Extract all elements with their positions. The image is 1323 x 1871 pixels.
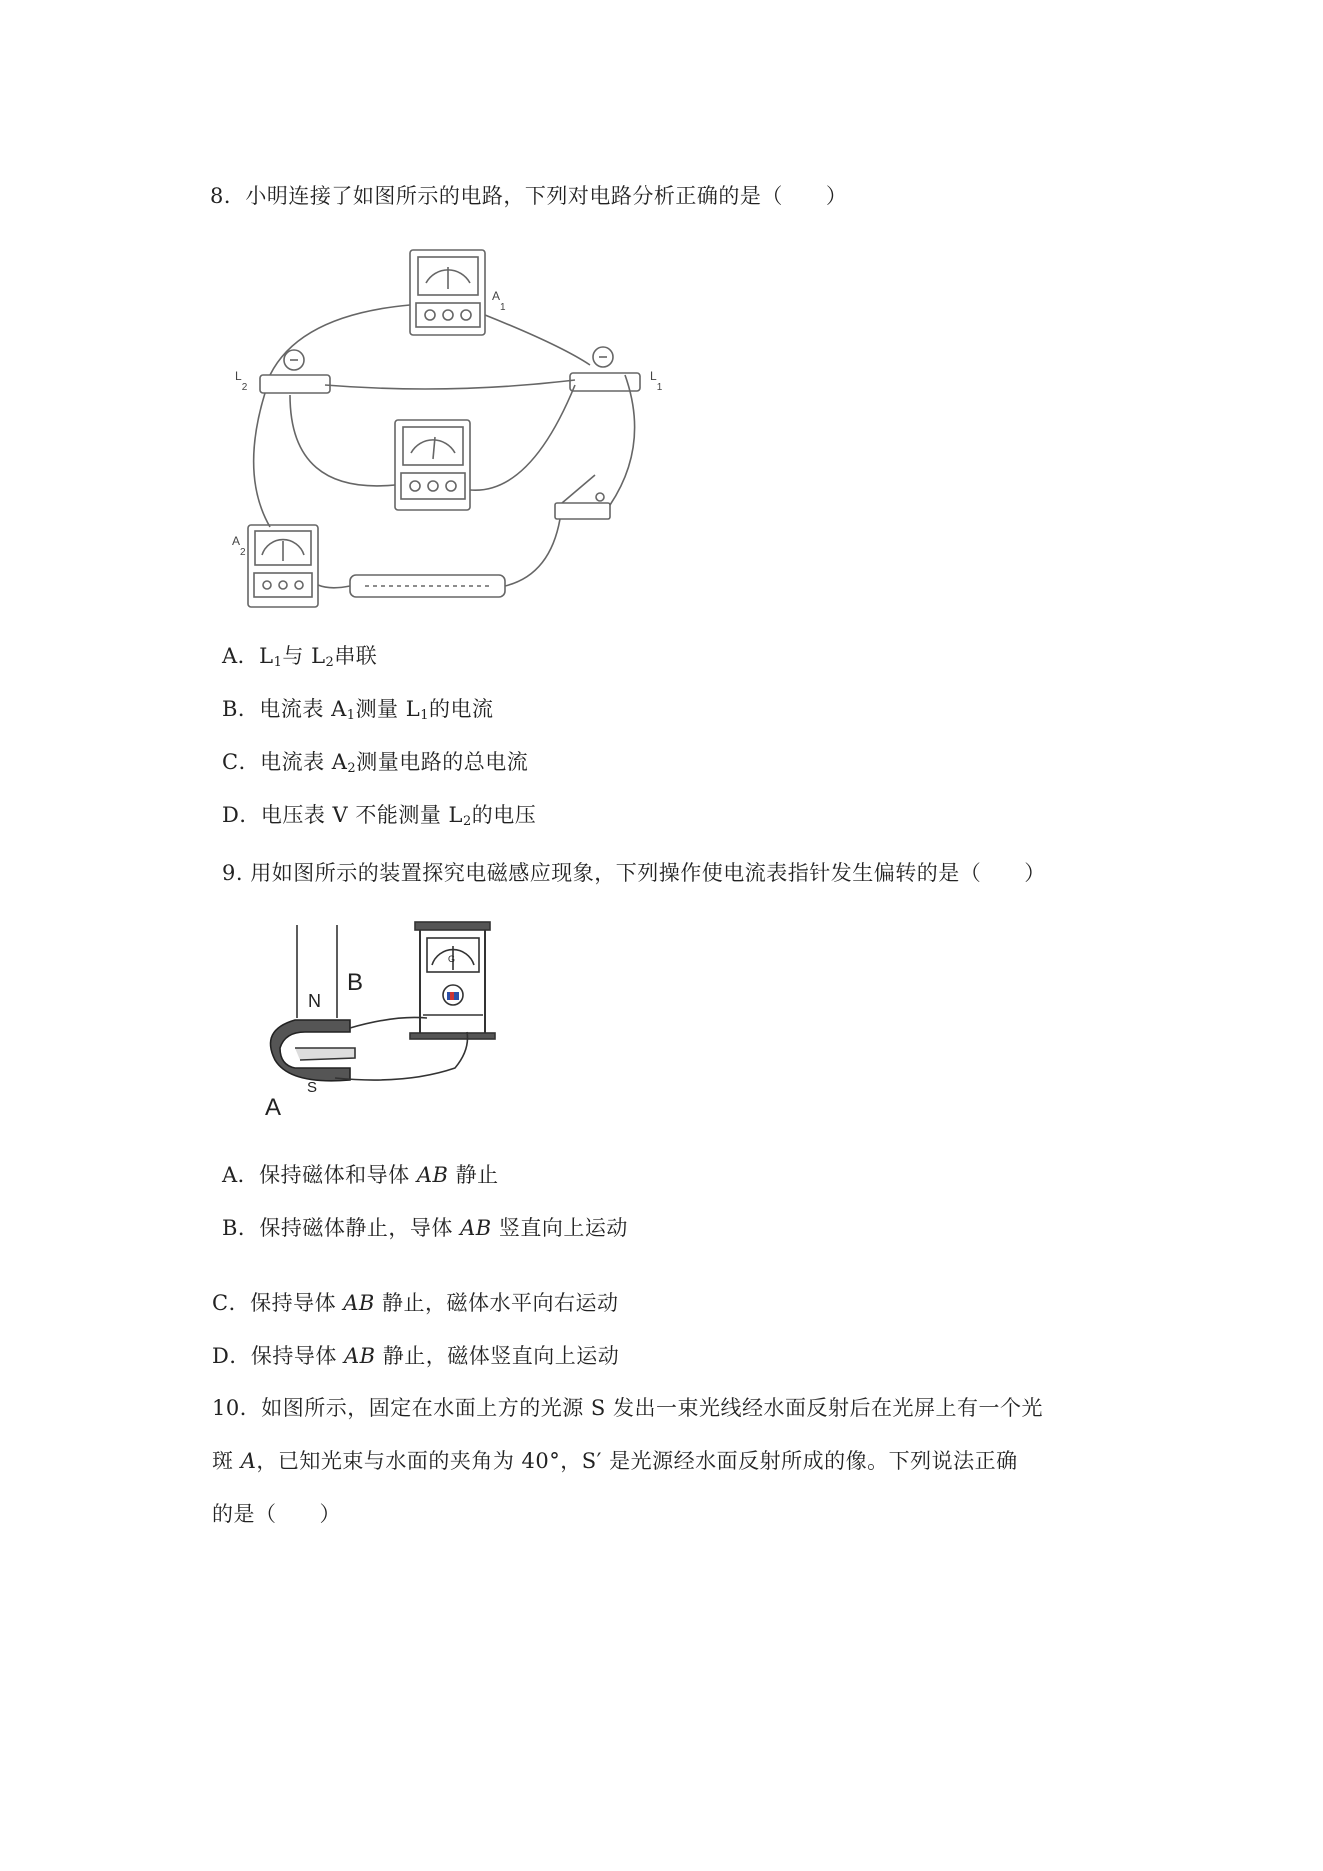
q8-option-b[interactable]: B．电流表 $A_1$测量 $L_1$的电流 [222,697,494,723]
q8-option-d[interactable]: D．电压表 V 不能测量 $L_2$的电压 [222,803,537,829]
label-n: N [308,991,321,1011]
label-b: B [347,969,364,996]
induction-figure [255,920,515,1120]
q8-option-c[interactable]: C．电流表 $A_2$测量电路的总电流 [222,750,529,776]
q9-option-b[interactable]: B．保持磁体静止，导体 AB 竖直向上运动 [222,1216,628,1240]
lamp-l2-icon [260,350,330,393]
ammeter-a2-icon [248,525,318,607]
label-l2: $L_2$ [235,369,248,393]
question-9-stem: 9. 用如图所示的装置探究电磁感应现象，下列操作使电流表指针发生偏转的是（ ） [222,861,1046,885]
ammeter-a1-icon [410,250,485,335]
magnet-icon [271,1020,356,1081]
q9-option-d[interactable]: D．保持导体 AB 静止，磁体竖直向上运动 [212,1344,620,1368]
switch-icon [555,475,610,519]
question-10-line-3: 的是（ ） [212,1502,341,1526]
label-a: A [265,1094,282,1120]
q9-option-c[interactable]: C．保持导体 AB 静止，磁体水平向右运动 [212,1291,619,1315]
galvanometer-icon [410,922,495,1039]
question-10-line-1: 10．如图所示，固定在水面上方的光源 S 发出一束光线经水面反射后在光屏上有一个光 [212,1396,1043,1420]
circuit-figure [230,245,690,625]
label-g: G [448,954,456,964]
lamp-l1-icon [570,347,640,391]
label-a1: $A_1$ [492,289,506,313]
q9-option-a[interactable]: A．保持磁体和导体 AB 静止 [222,1163,499,1187]
question-10-line-2: 斑 A，已知光束与水面的夹角为 40°，S′ 是光源经水面反射所成的像。下列说法正确 [212,1449,1018,1473]
q8-option-a[interactable]: A．$L_1$与 $L_2$串联 [222,644,378,670]
label-s: S [307,1079,318,1096]
label-a2: $A_2$ [232,534,246,558]
label-l1: $L_1$ [650,369,663,393]
question-8-stem: 8．小明连接了如图所示的电路，下列对电路分析正确的是（ ） [210,184,848,208]
